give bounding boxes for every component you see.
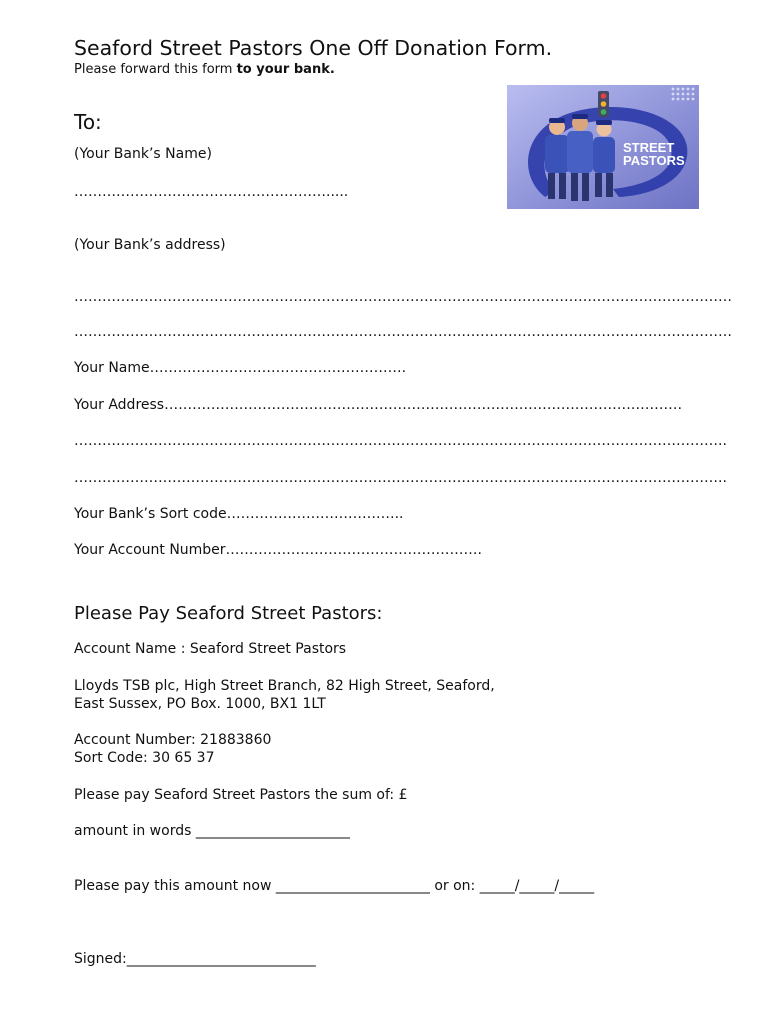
payee-sort-code: Sort Code: 30 65 37 — [74, 750, 215, 766]
payee-account-number: Account Number: 21883860 — [74, 732, 272, 748]
your-address-line-1-field[interactable]: ………………………………………………………………………………………………………………………….. — [74, 433, 727, 449]
form-subtitle — [74, 61, 335, 79]
payee-bank-address-line-1: Lloyds TSB plc, High Street Branch, 82 High Street, Seaford, — [74, 678, 495, 694]
logo-text-pastors: PASTORS — [623, 153, 685, 168]
amount-in-words-field[interactable]: amount in words ______________________ — [74, 823, 350, 839]
sum-field[interactable]: Please pay Seaford Street Pastors the sum of: £ — [74, 787, 408, 803]
signature-field[interactable]: Signed:___________________________ — [74, 951, 316, 967]
bank-name-field[interactable]: ………………………………………………..... — [74, 184, 349, 200]
bank-address-label: (Your Bank’s address) — [74, 237, 226, 253]
logo-text-street: STREET — [623, 140, 675, 155]
street-pastors-logo — [507, 85, 699, 209]
pay-heading: Please Pay Seaford Street Pastors: — [74, 603, 383, 624]
to-heading: To: — [74, 110, 102, 134]
form-title: Seaford Street Pastors One Off Donation Form. — [74, 36, 553, 60]
your-address-field[interactable]: Your Address………………………………………………………………………………………………… — [74, 397, 683, 413]
subtitle-prefix: Please forward this form — [74, 62, 237, 77]
your-name-field[interactable]: Your Name………………………………………………. — [74, 360, 407, 376]
traffic-light-icon — [598, 91, 609, 117]
payee-bank-address-line-2: East Sussex, PO Box. 1000, BX1 1LT — [74, 696, 326, 712]
bank-address-line-1-field[interactable]: …………………………………………………………………………………………………………………………… — [74, 289, 732, 305]
account-number-field[interactable]: Your Account Number………………………………………………. — [74, 542, 483, 558]
subtitle-bold: to your bank. — [236, 62, 335, 77]
your-address-line-2-field[interactable]: ………………………………………………………………………………………………………………………….. — [74, 470, 727, 486]
sort-code-field[interactable]: Your Bank’s Sort code……………………………….. — [74, 506, 404, 522]
bank-name-label: (Your Bank’s Name) — [74, 146, 212, 162]
bank-address-line-2-field[interactable]: …………………………………………………………………………………………………………………………… — [74, 324, 732, 340]
payment-date-field[interactable]: Please pay this amount now ______________________ or on: _____/_____/_____ — [74, 878, 595, 894]
payee-account-name: Account Name : Seaford Street Pastors — [74, 641, 347, 657]
